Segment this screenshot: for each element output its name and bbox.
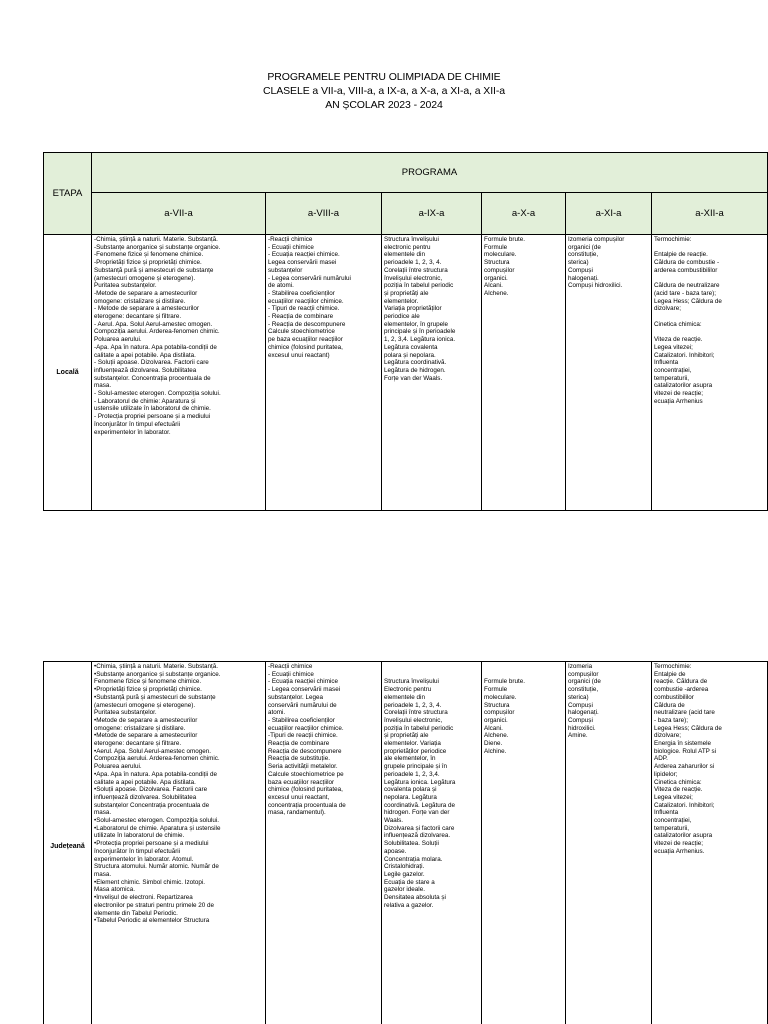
cell-line: Căldura de xyxy=(654,701,685,709)
cell-line: Cinetica chimica: xyxy=(654,778,702,786)
cell-line: calitate a apei potabile. Apa distilata. xyxy=(94,778,196,786)
cell-line: influențează dizolvarea. xyxy=(384,832,451,840)
cell-line: Compuși xyxy=(568,716,593,724)
cell-line: (acid tare - baza tare); xyxy=(654,289,716,297)
content-cell xyxy=(482,662,566,1024)
cell-line: învelișului electronic, xyxy=(384,274,443,282)
cell-line: Corelații între structura xyxy=(384,709,448,717)
cell-line: •Substanțe anorganice și substanțe organice. xyxy=(94,670,221,678)
cell-line: - Reacția de combinare xyxy=(268,313,334,321)
document-title xyxy=(0,70,768,112)
cell-line: Legătura coordinativă. xyxy=(384,359,447,367)
content-cell xyxy=(652,235,768,511)
cell-line: masa, randamentul). xyxy=(268,809,326,817)
grade-header-vii: a-VII-a xyxy=(92,193,266,235)
cell-line: eterogene: decantare și filtrare. xyxy=(94,313,182,321)
cell-line: relativa a gazelor. xyxy=(384,901,434,909)
cell-line: apoase. xyxy=(384,847,407,855)
cell-line: Reacția de descompunere xyxy=(268,747,342,755)
cell-line: compușilor xyxy=(484,709,515,717)
cell-line xyxy=(654,275,765,283)
cell-line: •Protecția propriei persoane și a mediului xyxy=(94,840,209,848)
cell-line xyxy=(384,663,479,671)
cell-line: moleculare. xyxy=(484,251,517,259)
cell-line: Alcani. xyxy=(484,282,503,290)
cell-line: masa. xyxy=(94,870,112,878)
cell-line: arderea combustibililor xyxy=(654,266,718,274)
cell-line: Compuși hidroxilici. xyxy=(568,282,623,290)
cell-line: Calcule stoechiometrice xyxy=(268,328,335,336)
cell-line: grupele principale și în xyxy=(384,763,448,771)
content-cell xyxy=(266,662,382,1024)
cell-line: înconjurător în timpul efectuării xyxy=(94,420,181,428)
title-line-2: CLASELE a VII-a, VIII-a, a IX-a, a X-a, a XI-a, a XII-a xyxy=(263,85,505,97)
cell-line: masa. xyxy=(94,382,112,390)
cell-line: -Tipuri de reacții chimice. xyxy=(268,732,338,740)
cell-line: •Proprietăți fizice și proprietăți chimice. xyxy=(94,686,202,694)
cell-line: Seria activității metalelor. xyxy=(268,763,338,771)
cell-line: Energia în sistemele xyxy=(654,740,712,748)
cell-line: •Chimia, știință a naturii. Materie. Substanță. xyxy=(94,663,219,670)
cell-line: Forțe van der Waals. xyxy=(384,374,443,382)
cell-line: •Metode de separare a amestecurilor xyxy=(94,732,198,740)
cell-line: catalizatorilor asupra xyxy=(654,382,713,390)
cell-line: atomi. xyxy=(268,709,286,717)
cell-line: experimentelor în laborator. Atomul. xyxy=(94,855,194,863)
cell-line: Formule brute. xyxy=(484,236,525,243)
content-cell xyxy=(566,662,652,1024)
cell-line: ustensile utilizate în laboratorul de chimie. xyxy=(94,405,211,413)
cell-line: utilizate în laboratorul de chimie. xyxy=(94,832,185,840)
cell-line: hidrogen. Forțe van der xyxy=(384,809,450,817)
cell-line: - Soluții apoase. Dizolvarea. Factorii care xyxy=(94,359,209,367)
cell-line: - Metode de separare a amestecurilor xyxy=(94,305,199,313)
cell-line: Fenomene fizice și fenomene chimice. xyxy=(94,678,202,686)
cell-line: organici. xyxy=(484,716,508,724)
cell-line: - Aerul. Apa. Solul Aerul-amestec omogen. xyxy=(94,320,213,328)
cell-line: calitate a apei potabile. Apa distilata. xyxy=(94,351,196,359)
cell-line: substanțelor Concentrația procentuala de xyxy=(94,801,210,809)
cell-line xyxy=(484,663,563,671)
cell-line: ADP. xyxy=(654,755,668,763)
cell-line: Poluarea aerului. xyxy=(94,336,142,344)
etapa-header: ETAPA xyxy=(44,153,92,235)
cell-line: Dizolvarea și factorii care xyxy=(384,824,455,832)
cell-line: catalizatorilor asupra xyxy=(654,832,713,840)
cell-line: Electronic pentru xyxy=(384,686,432,694)
grade-header-viii: a-VIII-a xyxy=(266,193,382,235)
table-row xyxy=(44,662,768,1024)
cell-line: •Aerul. Apa. Solul Aerul-amestec omogen. xyxy=(94,747,212,755)
cell-line: - Legea conservării masei xyxy=(268,686,341,694)
cell-line: omogene: cristalizare și distilare. xyxy=(94,297,186,305)
cell-line: Structura atomului. Număr atomic. Număr de xyxy=(94,863,219,871)
cell-line: Alchine. xyxy=(484,747,507,755)
cell-line: Structura xyxy=(484,259,510,267)
content-cell xyxy=(382,662,482,1024)
cell-line: înconjurător în timpul efectuării xyxy=(94,847,181,855)
cell-line: Structura învelișului xyxy=(384,678,439,686)
cell-line xyxy=(654,244,765,252)
cell-line: -Fenomene fizice și fenomene chimice. xyxy=(94,251,204,259)
cell-line: •Apa. Apa în natura. Apa potabila-condiții de xyxy=(94,770,217,778)
program-table-judeteana xyxy=(43,661,768,1024)
cell-line: compușilor xyxy=(484,266,515,274)
cell-line: Formule xyxy=(484,243,508,251)
cell-line: - Ecuația reacției chimice. xyxy=(268,251,340,259)
cell-line: Arderea zaharurilor si xyxy=(654,763,715,771)
cell-line: Termochimie: xyxy=(654,236,692,243)
cell-line: Reacția de substituție. xyxy=(268,755,330,763)
cell-line: Termochimie: xyxy=(654,663,692,670)
cell-line: •Laboratorul de chimie. Aparatura și ustensile xyxy=(94,824,221,832)
cell-line: coordinativă. Legătura de xyxy=(384,801,456,809)
cell-line: Căldura de neutralizare xyxy=(654,282,720,290)
cell-line: -Apa. Apa în natura. Apa potabila-condiții de xyxy=(94,343,217,351)
cell-line: Alchene. xyxy=(484,289,509,297)
content-cell xyxy=(482,235,566,511)
content-cell xyxy=(92,662,266,1024)
cell-line: combustie -arderea xyxy=(654,686,709,694)
grade-header-xi: a-XI-a xyxy=(566,193,652,235)
cell-line: -Reacții chimice xyxy=(268,236,313,243)
cell-line xyxy=(654,328,765,336)
cell-line xyxy=(654,313,765,321)
etapa-label: Județeană xyxy=(44,662,92,1024)
cell-line: temperaturii, xyxy=(654,374,689,382)
cell-line: pe baza ecuațiilor reacțiilor xyxy=(268,336,343,344)
cell-line: Entalpie de xyxy=(654,670,686,678)
cell-line xyxy=(484,671,563,679)
cell-line: electronic pentru xyxy=(384,243,431,251)
cell-line: elementelor. xyxy=(384,297,419,305)
cell-line: Legătura ionica. Legătura xyxy=(384,778,456,786)
cell-line: Densitatea absoluta și xyxy=(384,894,446,902)
cell-line: halogenați. xyxy=(568,709,599,717)
grade-header-x: a-X-a xyxy=(482,193,566,235)
cell-line: - Ecuația reacției chimice xyxy=(268,678,338,686)
cell-line: organici (de xyxy=(568,243,601,251)
cell-line: substanțelor xyxy=(268,266,303,274)
cell-line: Corelații între structura xyxy=(384,266,448,274)
cell-line: conservării numărului de xyxy=(268,701,337,709)
cell-line: covalenta polara și xyxy=(384,786,437,794)
cell-line: elementele din xyxy=(384,251,425,259)
cell-line: Viteza de reacție. xyxy=(654,336,703,344)
cell-line: ecuația Arrhenius xyxy=(654,397,703,405)
cell-line: vitezei de reacție; xyxy=(654,390,704,398)
cell-line: hidroxilici. xyxy=(568,724,596,732)
cell-line: Reacția de combinare xyxy=(268,740,330,748)
cell-line: de atomi. xyxy=(268,282,294,290)
cell-line: temperaturii, xyxy=(654,824,689,832)
cell-line: Compuși xyxy=(568,266,593,274)
cell-line: - Stabilirea coeficienților xyxy=(268,716,335,724)
cell-line: masa. xyxy=(94,809,112,817)
cell-line: excesul unui reactant, xyxy=(268,793,330,801)
cell-line: experimentelor în laborator. xyxy=(94,428,171,436)
program-table-local xyxy=(43,152,768,511)
cell-line: influențează dizolvarea. Solubilitatea xyxy=(94,366,197,374)
cell-line: electronilor pe straturi pentru primele 20 de xyxy=(94,901,215,909)
grade-header-ix: a-IX-a xyxy=(382,193,482,235)
cell-line: organici. xyxy=(484,274,508,282)
cell-line: perioadele 1, 2, 3, 4. xyxy=(384,259,442,267)
title-line-1: PROGRAMELE PENTRU OLIMPIADA DE CHIMIE xyxy=(267,71,501,83)
cell-line: baza ecuațiilor reacțiilor xyxy=(268,778,335,786)
cell-line: sterica) xyxy=(568,259,589,267)
cell-line: (amestecuri omogene și eterogene). xyxy=(94,274,196,282)
cell-line: Legea vitezei; xyxy=(654,793,693,801)
content-cell xyxy=(266,235,382,511)
programa-header: PROGRAMA xyxy=(92,153,768,193)
cell-line: Legea vitezei; xyxy=(654,343,693,351)
cell-line: Legătura covalenta xyxy=(384,343,438,351)
cell-line: •Substanță pură și amestecuri de substanțe xyxy=(94,693,216,701)
cell-line: eterogene: decantare și filtrare. xyxy=(94,740,182,748)
cell-line: Diene. xyxy=(484,740,503,748)
cell-line: •Tabelul Periodic al elementelor Structura xyxy=(94,917,210,925)
content-cell xyxy=(566,235,652,511)
cell-line: - Protecția propriei persoane și a mediului xyxy=(94,413,211,421)
cell-line: Ecuația de stare a xyxy=(384,878,435,886)
cell-line: neutralizare (acid tare xyxy=(654,709,715,717)
cell-line: Influenta xyxy=(654,809,679,817)
cell-line: elementele din xyxy=(384,693,425,701)
grade-header-xii: a-XII-a xyxy=(652,193,768,235)
cell-line: periodice ale xyxy=(384,313,420,321)
cell-line: Poluarea aerului. xyxy=(94,763,142,771)
cell-line: Legea conservării masei xyxy=(268,259,337,267)
cell-line: dizolvare; xyxy=(654,732,681,740)
cell-line: 1, 2, 3,4. Legătura ionica. xyxy=(384,336,456,344)
cell-line: -Metode de separare a amestecurilor xyxy=(94,289,198,297)
cell-line: Legile gazelor. xyxy=(384,870,425,878)
cell-line: perioadele 1, 2, 3,4. xyxy=(384,770,440,778)
cell-line xyxy=(384,671,479,679)
cell-line: dizolvare; xyxy=(654,305,681,313)
cell-line: - Ecuații chimice xyxy=(268,670,314,678)
cell-line: compușilor xyxy=(568,670,599,678)
cell-line: ecuațiilor reacțiilor chimice. xyxy=(268,297,344,305)
cell-line: constituție, xyxy=(568,251,599,259)
cell-line: biologice. Rolul ATP si xyxy=(654,747,717,755)
cell-line: moleculare. xyxy=(484,693,517,701)
cell-line: și proprietăți ale xyxy=(384,732,429,740)
cell-line: Izomeria xyxy=(568,663,593,670)
cell-line: - Ecuații chimice xyxy=(268,243,314,251)
cell-line: Solubilitatea. Soluții xyxy=(384,840,439,848)
cell-line: Compoziția aerului. Arderea-fenomen chimic. xyxy=(94,755,220,763)
cell-line: Masa atomica. xyxy=(94,886,135,894)
cell-line: excesul unui reactant) xyxy=(268,351,330,359)
cell-line: elementelor, în grupele xyxy=(384,320,449,328)
cell-line: Concentrația molara. xyxy=(384,855,443,863)
cell-line: Alchene. xyxy=(484,732,509,740)
table-row xyxy=(44,235,768,511)
cell-line: omogene: cristalizare și distilare. xyxy=(94,724,186,732)
cell-line: Legea Hess; Căldura de xyxy=(654,724,722,732)
cell-line: Compoziția aerului. Arderea-fenomen chimic. xyxy=(94,328,220,336)
cell-line: Legea Hess; Căldura de xyxy=(654,297,722,305)
cell-line: Entalpie de reacție. xyxy=(654,251,708,259)
cell-line: Legătura de hidrogen. xyxy=(384,366,446,374)
cell-line: •Element chimic. Simbol chimic. Izotopi. xyxy=(94,878,206,886)
cell-line: principale și în perioadele xyxy=(384,328,456,336)
cell-line: - Tipuri de reacții chimice. xyxy=(268,305,340,313)
cell-line: Structura învelișului xyxy=(384,236,439,243)
cell-line: chimice (folosind puritatea, xyxy=(268,786,343,794)
cell-line: - baza tare); xyxy=(654,716,688,724)
cell-line: Formule xyxy=(484,686,508,694)
cell-line: concentrației, xyxy=(654,366,692,374)
cell-line: -Proprietăți fizice și proprietăți chimice. xyxy=(94,259,202,267)
cell-line: concentrației, xyxy=(654,817,692,825)
cell-line: combustibililor xyxy=(654,693,694,701)
cell-line: - Legea conservării numărului xyxy=(268,274,351,282)
cell-line: Influenta xyxy=(654,359,679,367)
cell-line: (amestecuri omogene și eterogene). xyxy=(94,701,196,709)
cell-line: polara și nepolara. xyxy=(384,351,436,359)
cell-line: constituție, xyxy=(568,686,599,694)
cell-line: Puritatea substanțelor. xyxy=(94,282,157,290)
cell-line: Căldura de combustie - xyxy=(654,259,720,267)
cell-line: organici (de xyxy=(568,678,601,686)
cell-line: Puritatea substanțelor. xyxy=(94,709,157,717)
title-line-3: AN ȘCOLAR 2023 - 2024 xyxy=(325,99,443,111)
cell-line: - Laboratorul de chimie: Aparatura și xyxy=(94,397,196,405)
cell-line: substanțelor. Legea xyxy=(268,693,323,701)
cell-line: concentrația procentuala de xyxy=(268,801,346,809)
content-cell xyxy=(652,662,768,1024)
cell-line: substanțelor. Concentrația procentuala de xyxy=(94,374,211,382)
cell-line: vitezei de reacție; xyxy=(654,840,704,848)
cell-line: Calcule stoechiometrice pe xyxy=(268,770,344,778)
cell-line: elementelor. Variația xyxy=(384,740,441,748)
cell-line: influențează dizolvarea. Solubilitatea xyxy=(94,793,197,801)
cell-line: nepolara. Legătura xyxy=(384,793,437,801)
cell-line: Variația proprietăților xyxy=(384,305,442,313)
cell-line: -Reacții chimice xyxy=(268,663,313,670)
cell-line: - Reacția de descompunere xyxy=(268,320,346,328)
cell-line: Cinetica chimica: xyxy=(654,320,702,328)
cell-line: •Metode de separare a amestecurilor xyxy=(94,716,198,724)
cell-line: Viteza de reacție. xyxy=(654,786,703,794)
cell-line: -Substanțe anorganice și substanțe organice. xyxy=(94,243,221,251)
cell-line: elemente din Tabelul Periodic. xyxy=(94,909,178,917)
etapa-label: Locală xyxy=(44,235,92,511)
cell-line: -Chimia, știință a naturii. Materie. Substanță. xyxy=(94,236,218,243)
cell-line: perioadele 1, 2, 3, 4. xyxy=(384,701,442,709)
cell-line: învelișului electronic, xyxy=(384,716,443,724)
cell-line: poziția în tabelul periodic xyxy=(384,282,454,290)
cell-line: Alcani. xyxy=(484,724,503,732)
content-cell xyxy=(92,235,266,511)
cell-line: Waals. xyxy=(384,817,404,825)
cell-line: Catalizatori. Inhibitori; xyxy=(654,351,715,359)
cell-line: Compuși xyxy=(568,701,593,709)
cell-line: reacție. Căldura de xyxy=(654,678,708,686)
cell-line: sterica) xyxy=(568,693,589,701)
cell-line: gazelor ideale. xyxy=(384,886,425,894)
cell-line: proprietăților periodice xyxy=(384,747,447,755)
cell-line: Catalizatori. Inhibitori; xyxy=(654,801,715,809)
cell-line: halogenați. xyxy=(568,274,599,282)
cell-line: lipidelor; xyxy=(654,770,678,778)
cell-line: - Stabilirea coeficienților xyxy=(268,289,335,297)
cell-line: Structura xyxy=(484,701,510,709)
cell-line: Izomeria compușilor xyxy=(568,236,625,243)
cell-line: chimice (folosind puritatea, xyxy=(268,343,343,351)
cell-line: - Solul-amestec eterogen. Compoziția solului. xyxy=(94,390,221,398)
cell-line: ecuațiilor reacțiilor chimice. xyxy=(268,724,344,732)
cell-line: poziția în tabelul periodic xyxy=(384,724,454,732)
cell-line: ale elementelor, în xyxy=(384,755,436,763)
cell-line: •Solul-amestec eterogen. Compoziția solului. xyxy=(94,817,220,825)
cell-line: Amine. xyxy=(568,732,588,740)
cell-line: Substanță pură și amestecuri de substanțe xyxy=(94,266,214,274)
cell-line: •Soluții apoase. Dizolvarea. Factorii care xyxy=(94,786,208,794)
cell-line: •Învelișul de electroni. Repartizarea xyxy=(94,894,193,902)
cell-line: Cristalohidrați. xyxy=(384,863,425,871)
cell-line: ecuația Arrhenius. xyxy=(654,847,705,855)
cell-line: Formule brute. xyxy=(484,678,525,686)
content-cell xyxy=(382,235,482,511)
cell-line: și proprietăți ale xyxy=(384,289,429,297)
